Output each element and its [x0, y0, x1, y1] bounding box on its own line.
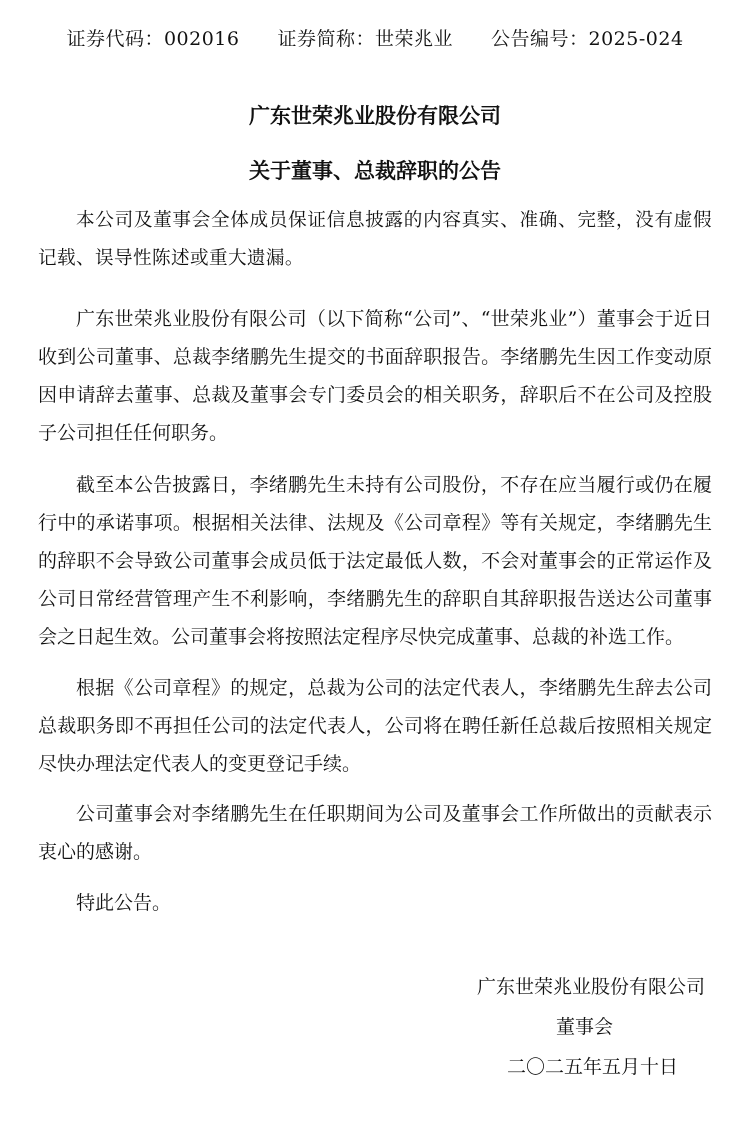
announcement-number: 公告编号：2025-024 — [491, 28, 684, 50]
signature-company: 广东世荣兆业股份有限公司 — [477, 976, 706, 998]
signature-board: 董事会 — [556, 1016, 614, 1038]
paragraph-closing: 特此公告。 — [76, 892, 172, 914]
security-code: 证券代码：002016 — [66, 28, 240, 50]
paragraph-gratitude: 公司董事会对李绪鹏先生在任职期间为公司及董事会工作所做出的贡献表示衷心的感谢。 — [38, 803, 712, 863]
paragraph-resignation-report: 广东世荣兆业股份有限公司（以下简称“公司”、“世荣兆业”）董事会于近日收到公司董事、总裁李绪鹏先生提交的书面辞职报告。李绪鹏先生因工作变动原因申请辞去董事、总裁及董事会专门委员会的相关职务，辞职后不在公司及控股子公司担任任何职务。 — [38, 308, 712, 444]
notice-title: 关于董事、总裁辞职的公告 — [249, 159, 501, 183]
paragraph-legal-representative: 根据《公司章程》的规定，总裁为公司的法定代表人，李绪鹏先生辞去公司总裁职务即不再担任公司的法定代表人，公司将在聘任新任总裁后按照相关规定尽快办理法定代表人的变更登记手续。 — [38, 677, 712, 775]
signature-date: 二〇二五年五月十日 — [507, 1056, 679, 1078]
paragraph-resignation-effect: 截至本公告披露日，李绪鹏先生未持有公司股份，不存在应当履行或仍在履行中的承诺事项。根据相关法律、法规及《公司章程》等有关规定，李绪鹏先生的辞职不会导致公司董事会成员低于法定最低人数，不会对董事会的正常运作及公司日常经营管理产生不利影响，李绪鹏先生的辞职自其辞职报告送达公司董事会之日起生效。公司董事会将按照法定程序尽快完成董事、总裁的补选工作。 — [38, 474, 712, 648]
board-declaration: 本公司及董事会全体成员保证信息披露的内容真实、准确、完整，没有虚假记载、误导性陈述或重大遗漏。 — [38, 210, 712, 269]
security-abbreviation: 证券简称：世荣兆业 — [277, 28, 453, 50]
company-title: 广东世荣兆业股份有限公司 — [249, 104, 501, 128]
announcement-header — [0, 24, 750, 51]
